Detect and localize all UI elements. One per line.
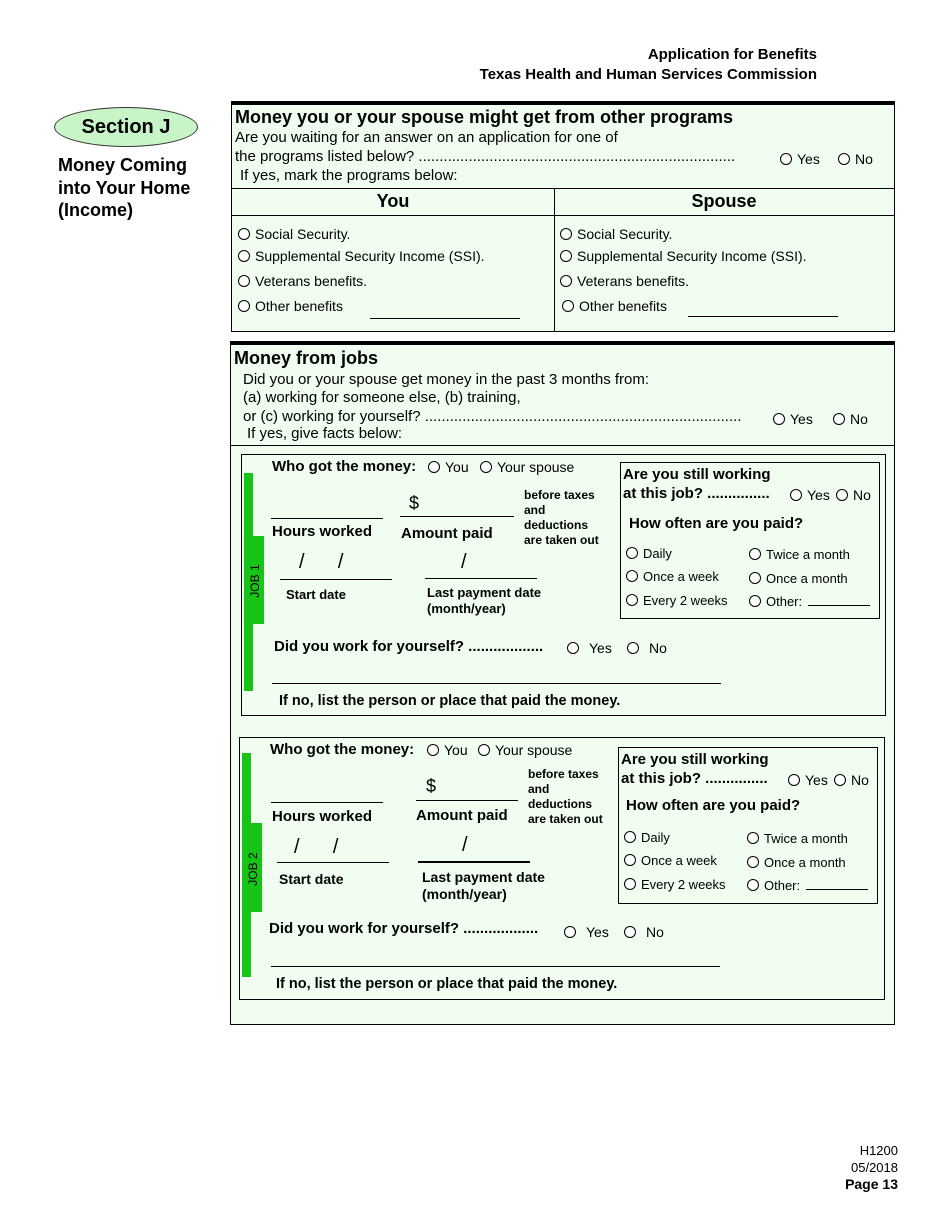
job2-start-date-label: Start date [279,871,344,887]
job2-amount-field[interactable] [416,800,518,801]
job1-before-taxes: before taxes and deductions are taken out [524,488,599,547]
job2-freq-other-field[interactable] [806,889,868,890]
jobs-question-line2: (a) working for someone else, (b) training, [243,389,521,406]
header-agency: Texas Health and Human Services Commission [479,66,817,83]
job2-last-payment-field[interactable] [418,861,530,863]
radio-icon [749,595,761,607]
job2-still-working-box [618,747,878,904]
job1-dollar-sign: $ [409,493,420,513]
job2-freq-twice-month[interactable]: Twice a month [747,831,848,846]
col-you-header: You [376,191,410,211]
radio-icon [427,744,439,756]
section-title [58,154,190,222]
job1-how-often-label: How often are you paid? [629,515,804,532]
spouse-social-security[interactable]: Social Security. [560,226,672,242]
programs-header-divider [232,215,894,216]
section-title-line3: (Income) [58,200,134,220]
job2-start-date-slashes: / / [294,836,339,858]
job1-hours-field[interactable] [271,518,383,519]
spouse-veterans[interactable]: Veterans benefits. [560,273,689,289]
radio-icon [790,489,802,501]
spouse-other-benefits[interactable]: Other benefits [562,298,667,314]
jobs-header-divider [231,445,894,446]
radio-icon [238,300,250,312]
radio-icon [838,153,850,165]
job1-payer-field[interactable] [272,683,721,684]
job1-still-no[interactable]: No [836,487,871,503]
radio-icon [480,461,492,473]
programs-heading: Money you or your spouse might get from other programs [235,107,734,127]
radio-icon [560,250,572,262]
radio-icon [834,774,846,786]
radio-icon [749,572,761,584]
job2-still-no[interactable]: No [834,772,869,788]
section-title-line2: into Your Home [58,177,191,198]
job2-hours-field[interactable] [271,802,383,803]
radio-icon [624,878,636,890]
job1-amount-label: Amount paid [401,525,493,542]
job2-freq-once-month[interactable]: Once a month [747,855,846,870]
jobs-yes-option[interactable]: Yes [773,411,813,427]
job2-amount-label: Amount paid [416,807,508,824]
jobs-heading: Money from jobs [234,348,379,368]
job2-if-no-label: If no, list the person or place that paid the money. [276,976,618,992]
radio-icon [624,831,636,843]
programs-question-line2: the programs listed below? ............................................................................ [235,148,736,165]
radio-icon [747,879,759,891]
programs-instruction: If yes, mark the programs below: [240,167,458,184]
radio-icon [560,275,572,287]
you-other-benefits-field[interactable] [370,318,520,319]
job1-amount-field[interactable] [400,516,514,517]
job2-still-working-label: Are you still working at this job? ............... [621,751,769,787]
jobs-box [230,341,895,1025]
job2-dollar-sign: $ [426,776,437,796]
job2-freq-daily[interactable]: Daily [624,830,670,845]
footer-page: Page 13 [845,1176,898,1192]
job1-freq-daily[interactable]: Daily [626,546,672,561]
job1-self-no[interactable]: No [627,640,667,656]
col-spouse-header: Spouse [691,191,757,211]
radio-icon [564,926,576,938]
job1-box [241,454,886,716]
job2-how-often-label: How often are you paid? [626,797,801,814]
job2-who-spouse[interactable]: Your spouse [478,742,572,758]
radio-icon [626,570,638,582]
job1-start-date-slashes: / / [299,551,344,573]
job2-hours-label: Hours worked [272,808,373,825]
job1-freq-once-month[interactable]: Once a month [749,571,848,586]
radio-icon [773,413,785,425]
you-ssi[interactable]: Supplemental Security Income (SSI). [238,248,485,264]
job1-still-working-box [620,462,880,619]
radio-icon [836,489,848,501]
radio-icon [238,250,250,262]
footer [845,1142,898,1193]
spouse-ssi[interactable]: Supplemental Security Income (SSI). [560,248,807,264]
job1-freq-every-2-weeks[interactable]: Every 2 weeks [626,593,728,608]
header-title: Application for Benefits [647,46,817,63]
job1-last-payment-label: Last payment date (month/year) [427,585,542,616]
radio-icon [624,926,636,938]
programs-yes-option[interactable]: Yes [780,151,820,167]
job1-start-date-label: Start date [286,587,346,602]
jobs-instruction: If yes, give facts below: [247,425,403,442]
job1-still-yes[interactable]: Yes [790,487,830,503]
job2-payer-field[interactable] [271,966,720,967]
programs-columns-divider [232,188,894,189]
jobs-question-line1: Did you or your spouse get money in the past 3 months from: [243,371,650,388]
job2-still-yes[interactable]: Yes [788,772,828,788]
radio-icon [749,548,761,560]
radio-icon [788,774,800,786]
job2-freq-other[interactable]: Other: [747,878,800,893]
radio-icon [478,744,490,756]
job1-freq-twice-month[interactable]: Twice a month [749,547,850,562]
job2-freq-once-week[interactable]: Once a week [624,853,717,868]
job1-self-yes[interactable]: Yes [567,640,612,656]
job1-start-date-field[interactable] [280,579,392,580]
job2-self-no[interactable]: No [624,924,664,940]
job1-who-spouse[interactable]: Your spouse [480,459,574,475]
radio-icon [428,461,440,473]
you-veterans[interactable]: Veterans benefits. [238,273,367,289]
programs-question-line1: Are you waiting for an answer on an application for one of [235,129,618,146]
job2-start-date-field[interactable] [277,862,389,863]
job2-box [239,737,885,1000]
jobs-no-option[interactable]: No [833,411,868,427]
job1-if-no-label: If no, list the person or place that paid the money. [279,693,621,709]
radio-icon [747,832,759,844]
job1-freq-other-field[interactable] [808,605,870,606]
radio-icon [626,594,638,606]
job1-self-employed-label: Did you work for yourself? .................. [274,638,544,655]
job2-last-payment-label: Last payment date (month/year) [422,869,545,902]
footer-date: 05/2018 [851,1160,898,1175]
job1-hours-label: Hours worked [272,523,373,540]
radio-icon [238,275,250,287]
footer-form-id: H1200 [859,1143,898,1158]
job1-who-you[interactable]: You [428,459,469,475]
job1-freq-other[interactable]: Other: [749,594,802,609]
you-social-security[interactable]: Social Security. [238,226,350,242]
radio-icon [560,228,572,240]
programs-no-option[interactable]: No [838,151,873,167]
job2-self-employed-label: Did you work for yourself? .................. [269,920,539,937]
section-title-line1: Money Coming [58,155,187,175]
radio-icon [833,413,845,425]
job1-tag: JOB 1 [248,564,262,598]
programs-box [231,101,895,332]
job1-last-payment-field[interactable] [425,578,537,579]
job2-self-yes[interactable]: Yes [564,924,609,940]
job1-who-label: Who got the money: [272,458,417,475]
job2-last-payment-slash: / [462,834,468,856]
radio-icon [627,642,639,654]
radio-icon [624,854,636,866]
radio-icon [780,153,792,165]
job2-who-you[interactable]: You [427,742,468,758]
job2-before-taxes: before taxes and deductions are taken out [528,767,603,826]
jobs-question-line3: or (c) working for yourself? ............................................................................ [243,408,742,425]
you-other-benefits[interactable]: Other benefits [238,298,343,314]
spouse-other-benefits-field[interactable] [688,316,838,317]
job2-freq-every-2-weeks[interactable]: Every 2 weeks [624,877,726,892]
radio-icon [562,300,574,312]
job2-who-label: Who got the money: [270,741,415,758]
job1-still-working-label: Are you still working at this job? ............... [623,466,771,502]
job1-freq-once-week[interactable]: Once a week [626,569,719,584]
radio-icon [747,856,759,868]
job1-last-payment-slash: / [461,551,467,573]
radio-icon [238,228,250,240]
job2-tag: JOB 2 [246,852,260,886]
radio-icon [567,642,579,654]
radio-icon [626,547,638,559]
section-badge: Section J [54,107,198,147]
